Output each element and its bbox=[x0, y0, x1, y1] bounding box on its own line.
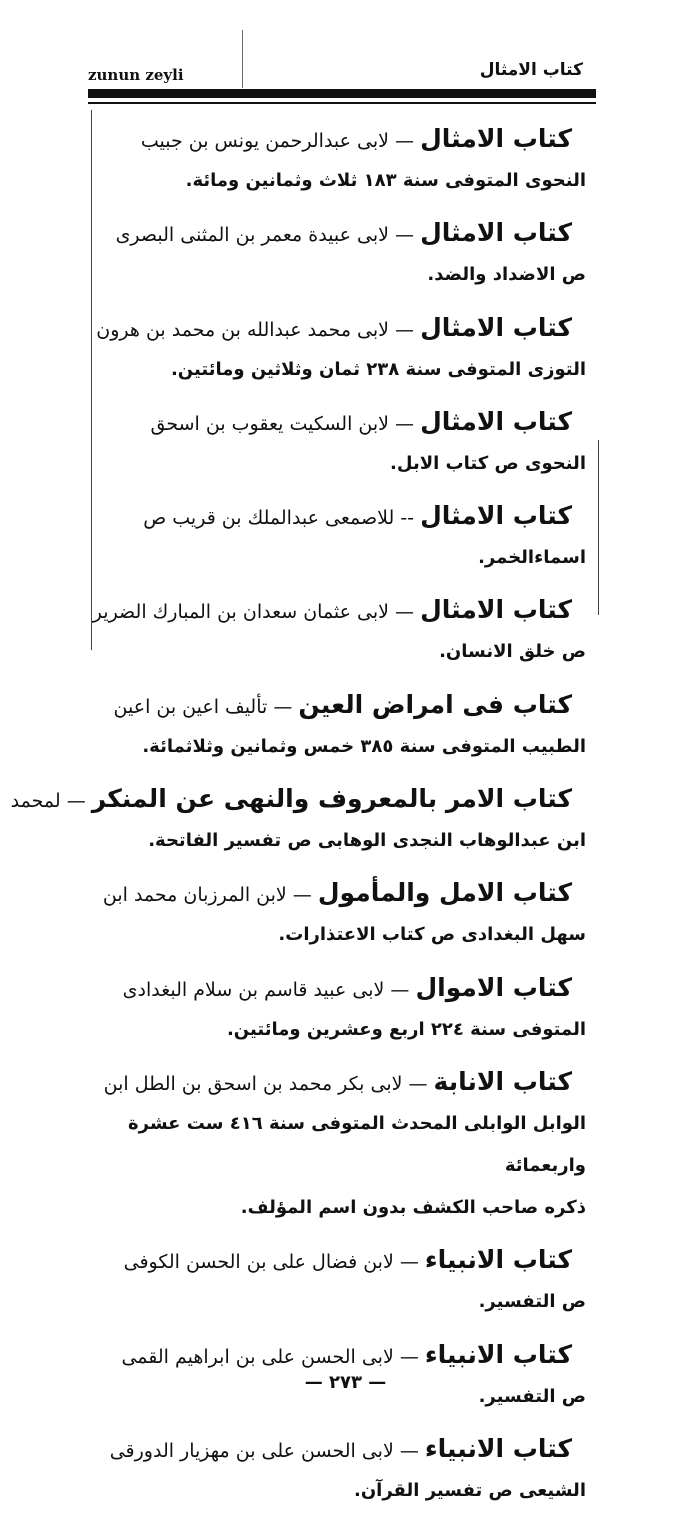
entry-attribution: — لابى الحسن على بن مهزيار الدورقى bbox=[109, 1439, 419, 1462]
bibliography-entry bbox=[98, 1239, 586, 1323]
bibliography-entry bbox=[92, 589, 586, 673]
entry-first-line bbox=[92, 589, 586, 631]
header-thick-rule bbox=[88, 89, 596, 98]
entry-continuation-line: الوابل الوابلى المحدث المتوفى سنة ٤١٦ ست عشرة واربعمائة bbox=[128, 1112, 586, 1176]
entry-first-line bbox=[98, 1428, 586, 1470]
entry-attribution: — لابى بكر محمد بن اسحق بن الطل ابن bbox=[103, 1072, 428, 1095]
entry-title: كتاب الاموال bbox=[415, 972, 572, 1002]
entry-first-line bbox=[98, 967, 586, 1009]
entry-attribution: — لابى عثمان سعدان بن المبارك الضرير bbox=[92, 601, 415, 624]
entry-first-line bbox=[98, 495, 586, 537]
page-number: — ٢٧٣ — bbox=[304, 1372, 387, 1393]
entry-attribution: — لابى عبيدة معمر بن المثنى البصرى bbox=[115, 224, 415, 247]
scan-margin-line-left bbox=[91, 110, 92, 650]
entry-continuation-line: ص خلق الانسان. bbox=[439, 641, 586, 663]
entry-attribution: — لابى عبيد قاسم بن سلام البغدادى bbox=[122, 978, 410, 1001]
entry-first-line bbox=[98, 872, 586, 914]
entry-continuation-line: ذكره صاحب الكشف بدون اسم المؤلف. bbox=[240, 1196, 586, 1218]
entry-continuation-line: النحوى المتوفى سنة ١٨٣ ثلاث وثمانين ومائة. bbox=[185, 170, 586, 191]
entry-first-line bbox=[98, 684, 586, 726]
entry-attribution: — لابن السكيت يعقوب بن اسحق bbox=[150, 412, 415, 435]
scan-fold-line bbox=[242, 30, 243, 88]
running-header-title: كتاب الامثال bbox=[479, 60, 583, 80]
entry-continuation-line: النحوى ص كتاب الابل. bbox=[390, 452, 586, 474]
entry-title: كتاب الامثال bbox=[420, 501, 572, 531]
entry-attribution: — لابى محمد عبدالله بن محمد بن هرون bbox=[96, 318, 415, 341]
bibliography-entry bbox=[98, 401, 586, 485]
bibliography-entry bbox=[98, 307, 586, 391]
entry-title: كتاب الامل والمأمول bbox=[317, 878, 572, 908]
entry-continuation-line: الشيعى ص تفسير القرآن. bbox=[353, 1479, 586, 1501]
entry-title: كتاب الانبياء bbox=[424, 1339, 572, 1369]
bibliography-entry bbox=[98, 967, 586, 1051]
entry-continuation-line: سهل البغدادى ص كتاب الاعتذارات. bbox=[278, 924, 586, 946]
entry-attribution: — لابى عبدالرحمن يونس بن جبيب bbox=[140, 130, 415, 152]
entry-attribution: — لابى الحسن على بن ابراهيم القمى bbox=[121, 1345, 419, 1368]
entry-title: كتاب الانابة bbox=[433, 1066, 572, 1096]
bibliography-entry bbox=[10, 778, 586, 862]
entry-first-line bbox=[98, 1334, 586, 1376]
entry-title: كتاب الانبياء bbox=[424, 1433, 572, 1463]
entry-attribution: — لابن فضال على بن الحسن الكوفى bbox=[123, 1251, 419, 1274]
entry-continuation-line: ص التفسير. bbox=[478, 1291, 586, 1313]
entry-title: كتاب الامثال bbox=[420, 406, 572, 436]
entry-first-line bbox=[98, 1239, 586, 1281]
entry-title: كتاب الامثال bbox=[420, 124, 572, 153]
entry-title: كتاب الانبياء bbox=[424, 1245, 572, 1275]
bibliography-entry bbox=[98, 872, 586, 956]
bibliography-entry bbox=[98, 118, 586, 202]
bibliography-entry bbox=[98, 212, 586, 296]
entry-first-line bbox=[98, 401, 586, 443]
bibliography-entry bbox=[98, 495, 586, 579]
entry-attribution: — تأليف اعين بن اعين bbox=[113, 695, 293, 718]
entry-continuation-line: التوزى المتوفى سنة ٢٣٨ ثمان وثلاثين ومائتين. bbox=[170, 358, 586, 380]
entry-first-line bbox=[98, 307, 586, 349]
header-thin-rule bbox=[88, 102, 596, 104]
bibliography-entry bbox=[98, 1428, 586, 1512]
entry-title: كتاب الامثال bbox=[420, 312, 572, 342]
entry-continuation-line: المتوفى سنة ٢٢٤ اربع وعشرين ومائتين. bbox=[226, 1018, 586, 1040]
entry-first-line bbox=[98, 1061, 586, 1103]
entry-first-line bbox=[10, 778, 586, 820]
entry-continuation-line: ص الاضداد والضد. bbox=[427, 264, 586, 286]
entry-attribution: -- للاصمعى عبدالملك بن قريب ص bbox=[143, 507, 415, 530]
entry-first-line bbox=[98, 118, 586, 160]
header-left-text: zunun zeyli bbox=[88, 66, 184, 84]
entry-first-line bbox=[98, 212, 586, 254]
entry-title: كتاب الامثال bbox=[420, 595, 572, 625]
bibliography-entry bbox=[98, 684, 586, 768]
entry-continuation-line: اسماءالخمر. bbox=[478, 547, 586, 569]
entry-attribution: — لابن المرزبان محمد ابن bbox=[102, 884, 312, 907]
entry-title: كتاب الامثال bbox=[420, 218, 572, 248]
scan-margin-line-right bbox=[598, 440, 599, 615]
entry-title: كتاب فى امراض العين bbox=[298, 689, 572, 719]
entry-continuation-line: ص التفسير. bbox=[478, 1385, 586, 1407]
bibliography-entry bbox=[98, 1061, 586, 1229]
entry-continuation-line: الطبيب المتوفى سنة ٣٨٥ خمس وثمانين وثلاثمائة. bbox=[142, 735, 586, 757]
entry-list bbox=[10, 118, 586, 1522]
entry-title: كتاب الامر بالمعروف والنهى عن المنكر bbox=[91, 784, 572, 814]
entry-attribution: — لمحمد bbox=[10, 790, 86, 813]
entry-continuation-line: ابن عبدالوهاب النجدى الوهابى ص تفسير الفاتحة. bbox=[148, 830, 586, 852]
